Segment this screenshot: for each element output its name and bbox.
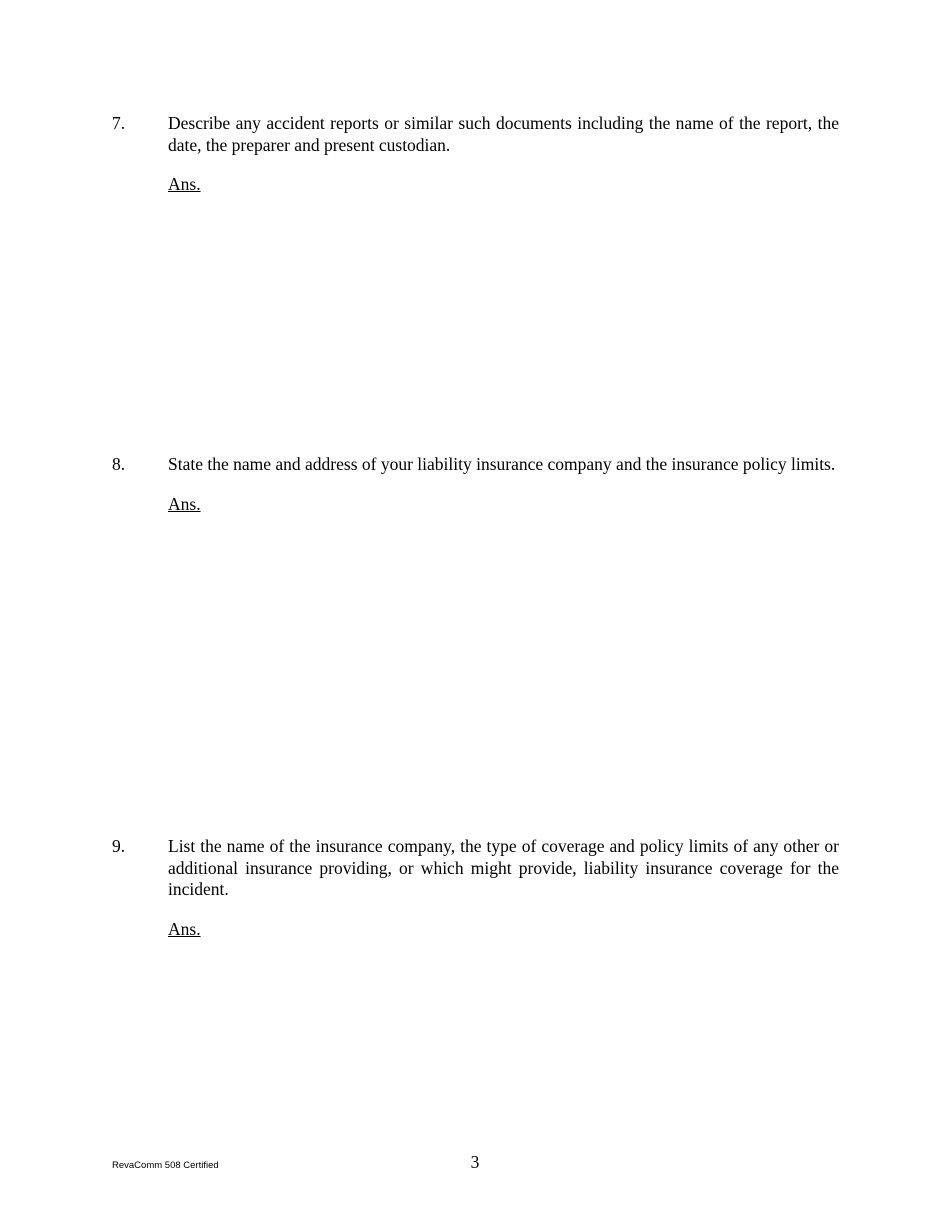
question-number: 9. bbox=[112, 836, 126, 856]
page-number: 3 bbox=[470, 1152, 480, 1172]
question-number: 8. bbox=[112, 454, 126, 474]
question-text: State the name and address of your liability insurance company and the insurance policy limits. bbox=[168, 454, 836, 474]
question-8 bbox=[112, 454, 839, 515]
question-7 bbox=[112, 113, 839, 196]
question-9 bbox=[112, 836, 839, 940]
question-number: 7. bbox=[112, 113, 126, 133]
question-text: List the name of the insurance company, the type of coverage and policy limits of any other or additional insurance providing, or which might provide, liability insurance coverage for the incident. bbox=[168, 836, 839, 899]
footer-certification: RevaComm 508 Certified bbox=[112, 1160, 219, 1171]
answer-label: Ans. bbox=[168, 174, 201, 194]
answer-label: Ans. bbox=[168, 918, 201, 939]
question-text: Describe any accident reports or similar such documents including the name of the report, the date, the preparer and present custodian. bbox=[168, 113, 839, 155]
answer-label: Ans. bbox=[168, 493, 201, 514]
